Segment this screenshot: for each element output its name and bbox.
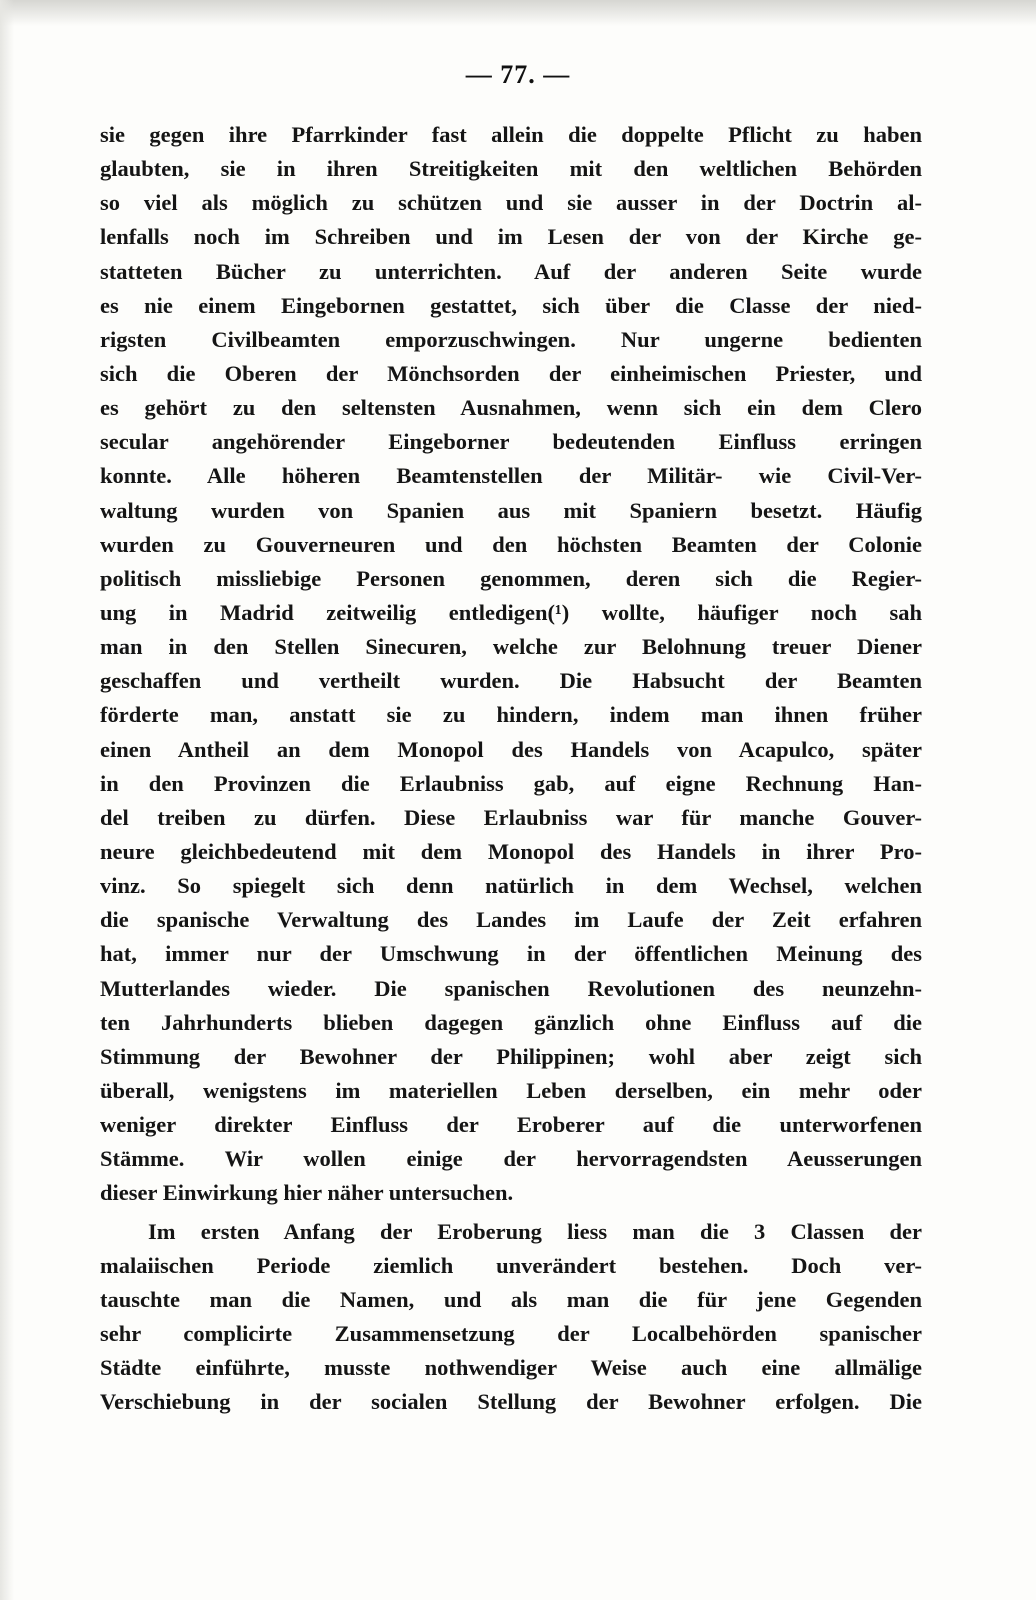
text-line: Verschiebung in der socialen Stellung der Bewohner erfolgen. Die (100, 1389, 922, 1415)
text-line: hat, immer nur der Umschwung in der öffentlichen Meinung des (100, 941, 922, 967)
paragraph-2 (100, 1215, 922, 1420)
text-line: tauschte man die Namen, und als man die für jene Gegenden (100, 1286, 922, 1312)
text-line: neure gleichbedeutend mit dem Monopol des Handels in ihrer Pro- (100, 838, 922, 864)
text-line: statteten Bücher zu unterrichten. Auf der anderen Seite wurde (100, 258, 922, 284)
text-line: lenfalls noch im Schreiben und im Lesen der von der Kirche ge- (100, 224, 922, 250)
text-line: so viel als möglich zu schützen und sie ausser in der Doctrin al- (100, 190, 922, 216)
text-line: konnte. Alle höheren Beamtenstellen der Militär- wie Civil-Ver- (100, 463, 922, 489)
text-line: sich die Oberen der Mönchsorden der einheimischen Priester, und (100, 360, 922, 386)
text-line: vinz. So spiegelt sich denn natürlich in dem Wechsel, welchen (100, 873, 922, 899)
text-line: es nie einem Eingebornen gestattet, sich über die Classe der nied- (100, 292, 922, 318)
text-line: dieser Einwirkung hier näher untersuchen. (100, 1180, 514, 1206)
text-line: glaubten, sie in ihren Streitigkeiten mit den weltlichen Behörden (100, 156, 922, 182)
text-line: in den Provinzen die Erlaubniss gab, auf eigne Rechnung Han- (100, 770, 922, 796)
text-line: waltung wurden von Spanien aus mit Spaniern besetzt. Häufig (100, 497, 922, 523)
paragraph-1 (100, 118, 922, 1211)
text-line: del treiben zu dürfen. Diese Erlaubniss war für manche Gouver- (100, 804, 922, 830)
page-top-shadow (0, 0, 1036, 26)
text-line: die spanische Verwaltung des Landes im Laufe der Zeit erfahren (100, 907, 922, 933)
text-line: es gehört zu den seltensten Ausnahmen, wenn sich ein dem Clero (100, 395, 922, 421)
text-line: Städte einführte, musste nothwendiger Weise auch eine allmälige (100, 1355, 922, 1381)
text-line: wurden zu Gouverneuren und den höchsten Beamten der Colonie (100, 531, 922, 557)
page-number: — 77. — (465, 60, 571, 89)
text-line: rigsten Civilbeamten emporzuschwingen. Nur ungerne bedienten (100, 326, 922, 352)
text-line: politisch missliebige Personen genommen, deren sich die Regier- (100, 565, 922, 591)
text-line: förderte man, anstatt sie zu hindern, indem man ihnen früher (100, 702, 922, 728)
text-line: sehr complicirte Zusammensetzung der Localbehörden spanischer (100, 1320, 922, 1346)
text-line: Im ersten Anfang der Eroberung liess man die 3 Classen der (148, 1218, 922, 1244)
text-line: überall, wenigstens im materiellen Leben derselben, ein mehr oder (100, 1077, 922, 1103)
text-line: secular angehörender Eingeborner bedeutenden Einfluss erringen (100, 429, 922, 455)
page-left-shadow (0, 0, 14, 1600)
text-line: Stimmung der Bewohner der Philippinen; wohl aber zeigt sich (100, 1043, 922, 1069)
text-line: sie gegen ihre Pfarrkinder fast allein die doppelte Pflicht zu haben (100, 122, 922, 147)
text-line: ten Jahrhunderts blieben dagegen gänzlich ohne Einfluss auf die (100, 1009, 922, 1035)
text-line: malaiischen Periode ziemlich unverändert bestehen. Doch ver- (100, 1252, 922, 1278)
text-line: man in den Stellen Sinecuren, welche zur Belohnung treuer Diener (100, 634, 922, 660)
text-line: weniger direkter Einfluss der Eroberer auf die unterworfenen (100, 1112, 922, 1138)
text-line: einen Antheil an dem Monopol des Handels von Acapulco, später (100, 736, 922, 762)
text-line: Mutterlandes wieder. Die spanischen Revolutionen des neunzehn- (100, 975, 922, 1001)
body-text (100, 118, 922, 1419)
text-line: ung in Madrid zeitweilig entledigen(¹) wollte, häufiger noch sah (100, 599, 922, 625)
text-line: geschaffen und vertheilt wurden. Die Habsucht der Beamten (100, 668, 922, 694)
text-line: Stämme. Wir wollen einige der hervorragendsten Aeusserungen (100, 1146, 922, 1172)
